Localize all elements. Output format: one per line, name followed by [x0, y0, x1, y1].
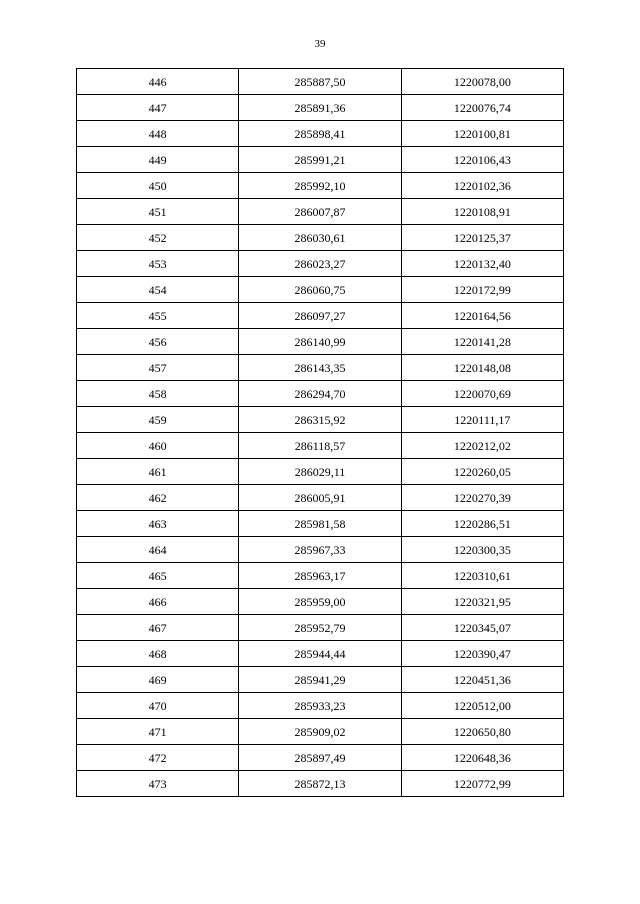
- x-coordinate-cell: 285959,00: [239, 589, 401, 615]
- page-number: 39: [314, 38, 326, 50]
- x-coordinate-cell: 285967,33: [239, 537, 401, 563]
- y-coordinate-cell: 1220648,36: [401, 745, 563, 771]
- point-number-cell: 457: [77, 355, 239, 381]
- x-coordinate-cell: 286023,27: [239, 251, 401, 277]
- table-row: [77, 121, 564, 147]
- x-coordinate-cell: 285891,36: [239, 95, 401, 121]
- table-row: [77, 459, 564, 485]
- table-row: [77, 381, 564, 407]
- x-coordinate-cell: 285898,41: [239, 121, 401, 147]
- y-coordinate-cell: 1220321,95: [401, 589, 563, 615]
- y-coordinate-cell: 1220125,37: [401, 225, 563, 251]
- point-number-cell: 463: [77, 511, 239, 537]
- x-coordinate-cell: 286143,35: [239, 355, 401, 381]
- y-coordinate-cell: 1220102,36: [401, 173, 563, 199]
- point-number-cell: 468: [77, 641, 239, 667]
- point-number-cell: 473: [77, 771, 239, 797]
- table-row: [77, 511, 564, 537]
- point-number-cell: 456: [77, 329, 239, 355]
- table-row: [77, 537, 564, 563]
- table-row: [77, 355, 564, 381]
- y-coordinate-cell: 1220300,35: [401, 537, 563, 563]
- x-coordinate-cell: 286060,75: [239, 277, 401, 303]
- y-coordinate-cell: 1220148,08: [401, 355, 563, 381]
- point-number-cell: 459: [77, 407, 239, 433]
- point-number-cell: 471: [77, 719, 239, 745]
- coordinates-table-body: [77, 69, 564, 797]
- x-coordinate-cell: 285952,79: [239, 615, 401, 641]
- point-number-cell: 467: [77, 615, 239, 641]
- y-coordinate-cell: 1220132,40: [401, 251, 563, 277]
- y-coordinate-cell: 1220108,91: [401, 199, 563, 225]
- x-coordinate-cell: 286005,91: [239, 485, 401, 511]
- x-coordinate-cell: 285991,21: [239, 147, 401, 173]
- y-coordinate-cell: 1220141,28: [401, 329, 563, 355]
- x-coordinate-cell: 285963,17: [239, 563, 401, 589]
- x-coordinate-cell: 285933,23: [239, 693, 401, 719]
- table-row: [77, 147, 564, 173]
- table-row: [77, 667, 564, 693]
- point-number-cell: 455: [77, 303, 239, 329]
- table-row: [77, 329, 564, 355]
- y-coordinate-cell: 1220111,17: [401, 407, 563, 433]
- point-number-cell: 462: [77, 485, 239, 511]
- table-row: [77, 641, 564, 667]
- x-coordinate-cell: 285981,58: [239, 511, 401, 537]
- y-coordinate-cell: 1220772,99: [401, 771, 563, 797]
- x-coordinate-cell: 286007,87: [239, 199, 401, 225]
- point-number-cell: 466: [77, 589, 239, 615]
- table-row: [77, 433, 564, 459]
- point-number-cell: 447: [77, 95, 239, 121]
- point-number-cell: 448: [77, 121, 239, 147]
- y-coordinate-cell: 1220070,69: [401, 381, 563, 407]
- x-coordinate-cell: 285941,29: [239, 667, 401, 693]
- table-row: [77, 69, 564, 95]
- point-number-cell: 470: [77, 693, 239, 719]
- y-coordinate-cell: 1220106,43: [401, 147, 563, 173]
- table-row: [77, 95, 564, 121]
- x-coordinate-cell: 285909,02: [239, 719, 401, 745]
- table-row: [77, 199, 564, 225]
- point-number-cell: 464: [77, 537, 239, 563]
- table-row: [77, 277, 564, 303]
- y-coordinate-cell: 1220260,05: [401, 459, 563, 485]
- table-row: [77, 693, 564, 719]
- point-number-cell: 469: [77, 667, 239, 693]
- point-number-cell: 458: [77, 381, 239, 407]
- y-coordinate-cell: 1220270,39: [401, 485, 563, 511]
- table-row: [77, 615, 564, 641]
- x-coordinate-cell: 286140,99: [239, 329, 401, 355]
- y-coordinate-cell: 1220100,81: [401, 121, 563, 147]
- table-row: [77, 303, 564, 329]
- point-number-cell: 472: [77, 745, 239, 771]
- coordinates-table: [76, 68, 564, 797]
- table-row: [77, 563, 564, 589]
- x-coordinate-cell: 285944,44: [239, 641, 401, 667]
- point-number-cell: 451: [77, 199, 239, 225]
- x-coordinate-cell: 285897,49: [239, 745, 401, 771]
- point-number-cell: 461: [77, 459, 239, 485]
- x-coordinate-cell: 286118,57: [239, 433, 401, 459]
- table-row: [77, 173, 564, 199]
- point-number-cell: 446: [77, 69, 239, 95]
- x-coordinate-cell: 286315,92: [239, 407, 401, 433]
- y-coordinate-cell: 1220345,07: [401, 615, 563, 641]
- y-coordinate-cell: 1220512,00: [401, 693, 563, 719]
- table-row: [77, 225, 564, 251]
- y-coordinate-cell: 1220212,02: [401, 433, 563, 459]
- point-number-cell: 453: [77, 251, 239, 277]
- x-coordinate-cell: 286030,61: [239, 225, 401, 251]
- x-coordinate-cell: 285992,10: [239, 173, 401, 199]
- table-row: [77, 485, 564, 511]
- point-number-cell: 460: [77, 433, 239, 459]
- table-row: [77, 251, 564, 277]
- y-coordinate-cell: 1220076,74: [401, 95, 563, 121]
- point-number-cell: 452: [77, 225, 239, 251]
- table-row: [77, 407, 564, 433]
- y-coordinate-cell: 1220390,47: [401, 641, 563, 667]
- x-coordinate-cell: 285887,50: [239, 69, 401, 95]
- y-coordinate-cell: 1220164,56: [401, 303, 563, 329]
- y-coordinate-cell: 1220172,99: [401, 277, 563, 303]
- y-coordinate-cell: 1220310,61: [401, 563, 563, 589]
- y-coordinate-cell: 1220286,51: [401, 511, 563, 537]
- x-coordinate-cell: 285872,13: [239, 771, 401, 797]
- x-coordinate-cell: 286097,27: [239, 303, 401, 329]
- point-number-cell: 450: [77, 173, 239, 199]
- x-coordinate-cell: 286029,11: [239, 459, 401, 485]
- y-coordinate-cell: 1220650,80: [401, 719, 563, 745]
- table-row: [77, 771, 564, 797]
- point-number-cell: 454: [77, 277, 239, 303]
- table-row: [77, 589, 564, 615]
- y-coordinate-cell: 1220451,36: [401, 667, 563, 693]
- point-number-cell: 449: [77, 147, 239, 173]
- y-coordinate-cell: 1220078,00: [401, 69, 563, 95]
- x-coordinate-cell: 286294,70: [239, 381, 401, 407]
- table-row: [77, 719, 564, 745]
- point-number-cell: 465: [77, 563, 239, 589]
- table-row: [77, 745, 564, 771]
